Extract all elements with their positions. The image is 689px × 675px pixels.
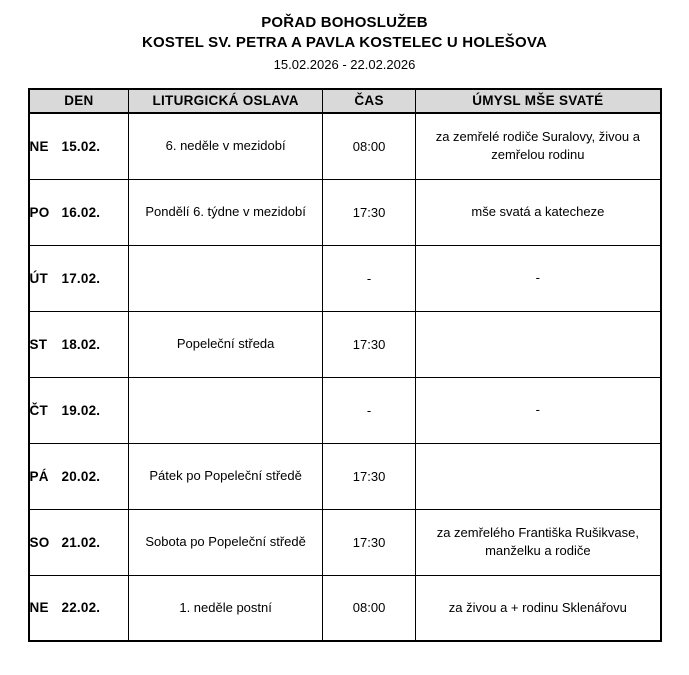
day-date: 18.02. [61,336,101,352]
cell-celebration: Sobota po Popeleční středě [129,509,323,575]
day-name: NE [29,600,49,616]
cell-celebration [129,377,323,443]
day-name: PO [29,204,50,220]
cell-celebration: 6. neděle v mezidobí [129,113,323,179]
cell-day [29,179,129,245]
schedule-table [28,88,662,642]
day-name: SO [29,534,50,550]
cell-intention: - [416,245,661,311]
cell-intention [416,443,661,509]
day-name: ČT [29,402,48,418]
table-header-row [29,89,661,113]
day-date: 16.02. [61,204,101,220]
cell-time: 17:30 [322,179,415,245]
schedule-table-wrap [28,88,662,642]
cell-day [29,311,129,377]
cell-celebration [129,245,323,311]
day-date: 17.02. [61,270,101,286]
table-row [29,311,661,377]
cell-time: 17:30 [322,509,415,575]
table-row [29,443,661,509]
cell-time: 08:00 [322,113,415,179]
cell-day [29,245,129,311]
cell-celebration: Pátek po Popeleční středě [129,443,323,509]
cell-celebration: Pondělí 6. týdne v mezidobí [129,179,323,245]
day-name: PÁ [29,468,49,484]
cell-time: 17:30 [322,311,415,377]
cell-intention: za živou a + rodinu Sklenářovu [416,575,661,641]
cell-day [29,575,129,641]
day-date: 21.02. [61,534,101,550]
day-date: 22.02. [61,600,101,616]
table-row [29,509,661,575]
column-header-time: ČAS [322,89,415,113]
table-row [29,245,661,311]
cell-day [29,113,129,179]
cell-day [29,509,129,575]
cell-intention: - [416,377,661,443]
day-name: ÚT [29,270,48,286]
table-row [29,113,661,179]
date-range: 15.02.2026 - 22.02.2026 [273,57,416,72]
cell-celebration: 1. neděle postní [129,575,323,641]
table-row [29,179,661,245]
cell-time: - [322,245,415,311]
cell-celebration: Popeleční středa [129,311,323,377]
day-date: 20.02. [61,468,101,484]
cell-intention: za zemřelé rodiče Suralovy, živou a zemřelou rodinu [416,113,661,179]
column-header-intention: ÚMYSL MŠE SVATÉ [416,89,661,113]
table-header [29,89,661,113]
cell-intention [416,311,661,377]
table-body [29,113,661,641]
page-title: POŘAD BOHOSLUŽEB [261,14,428,31]
page-subtitle-church: KOSTEL SV. PETRA A PAVLA KOSTELEC U HOLEŠOVA [142,34,547,51]
day-name: NE [29,138,49,154]
document-header [0,0,689,75]
day-date: 15.02. [61,138,101,154]
column-header-celebration: LITURGICKÁ OSLAVA [129,89,323,113]
cell-time: 17:30 [322,443,415,509]
cell-day [29,443,129,509]
cell-intention: za zemřelého Františka Rušikvase, manželku a rodiče [416,509,661,575]
table-row [29,377,661,443]
day-name: ST [29,336,48,352]
cell-day [29,377,129,443]
cell-time: 08:00 [322,575,415,641]
cell-intention: mše svatá a katecheze [416,179,661,245]
cell-time: - [322,377,415,443]
day-date: 19.02. [61,402,101,418]
table-row [29,575,661,641]
column-header-day: DEN [29,89,129,113]
